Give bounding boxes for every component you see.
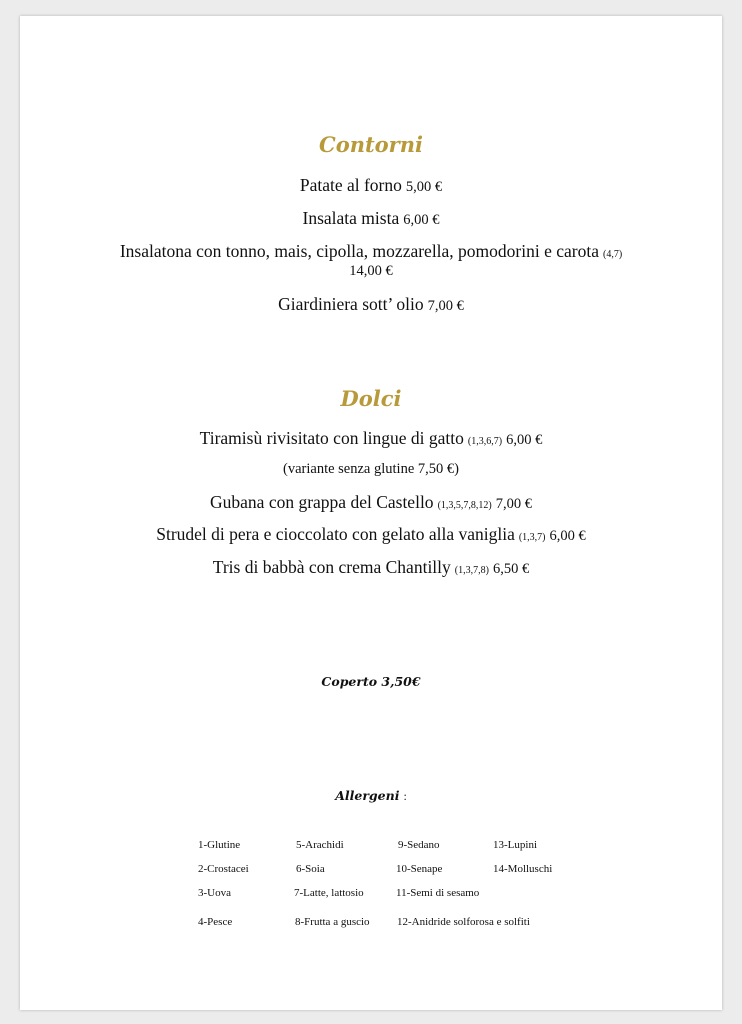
allergen-entry: 5-Arachidi <box>296 839 344 851</box>
item-name: Giardiniera sott’ olio <box>278 294 424 314</box>
item-price: 6,50 € <box>492 561 530 577</box>
item-allergens: (1,3,7) <box>518 532 546 543</box>
dolci-heading: Dolci <box>340 386 402 411</box>
item-price: 7,00 € <box>427 298 464 314</box>
item-price: 7,00 € <box>495 496 532 512</box>
allergen-entry: 10-Senape <box>396 863 443 875</box>
item-price: 14,00 € <box>349 263 393 279</box>
item-allergens: (1,3,7,8) <box>454 565 489 576</box>
item-price: 6,00 € <box>506 432 543 448</box>
allergens-title-colon: : <box>403 789 407 803</box>
item-allergens: (1,3,6,7) <box>467 436 503 447</box>
item-price: 5,00 € <box>405 179 443 195</box>
contorni-heading: Contorni <box>318 132 423 157</box>
allergens-legend <box>20 16 722 1010</box>
allergens-title-text: Allergeni <box>335 788 400 803</box>
allergen-entry: 14-Molluschi <box>493 863 553 875</box>
allergen-entry: 7-Latte, lattosio <box>294 887 364 899</box>
allergen-entry: 8-Frutta a guscio <box>295 916 370 928</box>
item-name: Insalatona con tonno, mais, cipolla, mozzarella, pomodorini e carota <box>119 241 599 261</box>
item-allergens: (1,3,5,7,8,12) <box>437 500 492 511</box>
allergen-entry: 6-Soia <box>296 863 325 875</box>
allergen-entry: 12-Anidride solforosa e solfiti <box>397 916 530 928</box>
item-price: 6,00 € <box>549 528 586 544</box>
allergen-entry: 4-Pesce <box>198 916 233 928</box>
allergen-entry: 9-Sedano <box>398 839 440 851</box>
allergen-entry: 2-Crostacei <box>198 863 249 875</box>
item-name: Insalata mista <box>302 208 400 228</box>
item-allergens: (4,7) <box>602 249 623 260</box>
allergen-entry: 11-Semi di sesamo <box>396 887 480 899</box>
allergen-entry: 13-Lupini <box>493 839 537 851</box>
item-name: Tris di babbà con crema Chantilly <box>212 557 451 577</box>
item-price: 6,00 € <box>403 212 440 228</box>
item-name: Patate al forno <box>299 175 402 195</box>
allergen-entry: 1-Glutine <box>198 839 241 851</box>
item-name: Tiramisù rivisitato con lingue di gatto <box>199 428 464 448</box>
item-name: Strudel di pera e cioccolato con gelato alla vaniglia <box>156 524 515 544</box>
item-name: Gubana con grappa del Castello <box>210 492 434 512</box>
gluten-free-note: (variante senza glutine 7,50 €) <box>283 461 459 477</box>
allergen-entry: 3-Uova <box>198 887 231 899</box>
menu-page <box>20 16 722 1010</box>
coperto-charge: Coperto 3,50€ <box>321 674 421 689</box>
